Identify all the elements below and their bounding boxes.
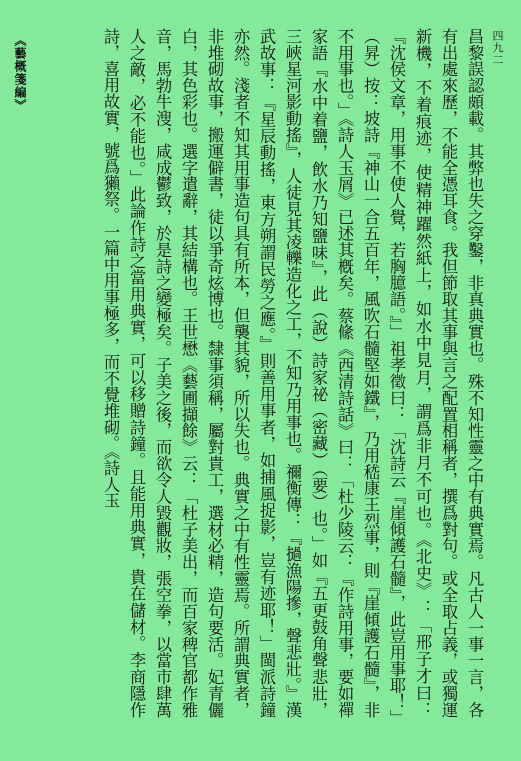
running-head: 《藝概箋編》 [13, 34, 27, 112]
page-number: 四九二 [491, 30, 504, 66]
body-text: 昌黎誤認頗載。其弊也失之穿鑿，非真典實也。殊不知性靈之中有典實焉。凡古人一事一言，各有出處來歷，不能全憑耳食。我但節取其事與言之配置相稱者，撰爲對句。或全取占義，或獨運新機，不着痕迹，使精神躍然紙上，如水中見月，謂爲非月不可也。《北史》：「邢子才曰：『沈侯文章，用事不使人覺，若胸臆語。』」祖孝徵曰：「沈詩云『崖傾護石髓』，此豈用事耶！」（昇）按：坡詩『神山一合五百年，風吹石髓堅如鐵』，乃用嵇康王烈事，則『崖傾護石髓』，非不用事也。」《詩人玉屑》已述其槪矣。蔡絛《西清詩話》曰：「杜少陵云：『作詩用事，要如禪家語『水中着鹽，飲水乃知鹽味』，此（說）詩家祕（密藏）（要）也。」如『五更鼓角聲悲壯，三峽星河影動搖』，人徒見其凌轢造化之工，不知乃用事也。禰衡傳：『撾漁陽摻，聲悲壯。』漢武故事：『星辰動搖，東方朔謂民勞之應。』則善用事者，如捕風捉影，豈有迹耶！」閩派詩鐘亦然。淺者不知其用事造句具有所本，但襲其貌，所以失也。典實之中有性靈焉。所謂典實者，非堆砌故事，搬運僻書，徒以爭奇炫博也。隸事須稱，屬對貴工，選材必精，造句要活。妃青儷白，其色彩也。選字遣辭，其結構也。王世懋《藝圃擷餘》云：「杜子美出，而百家稗官都作雅音，馬勃牛溲，咸成鬱致，於是詩之變極矣。子美之後，而欲令人毀觀妝，張空拳，以當市肆萬人之敵，必不能也。」此論作詩之當用典實，可以移贈詩鐘。且能用典實，貴在儲材。李商隱作詩，喜用故實，號爲獺祭。一篇中用事極多，而不覺堆砌。《詩人玉 [101, 28, 484, 718]
